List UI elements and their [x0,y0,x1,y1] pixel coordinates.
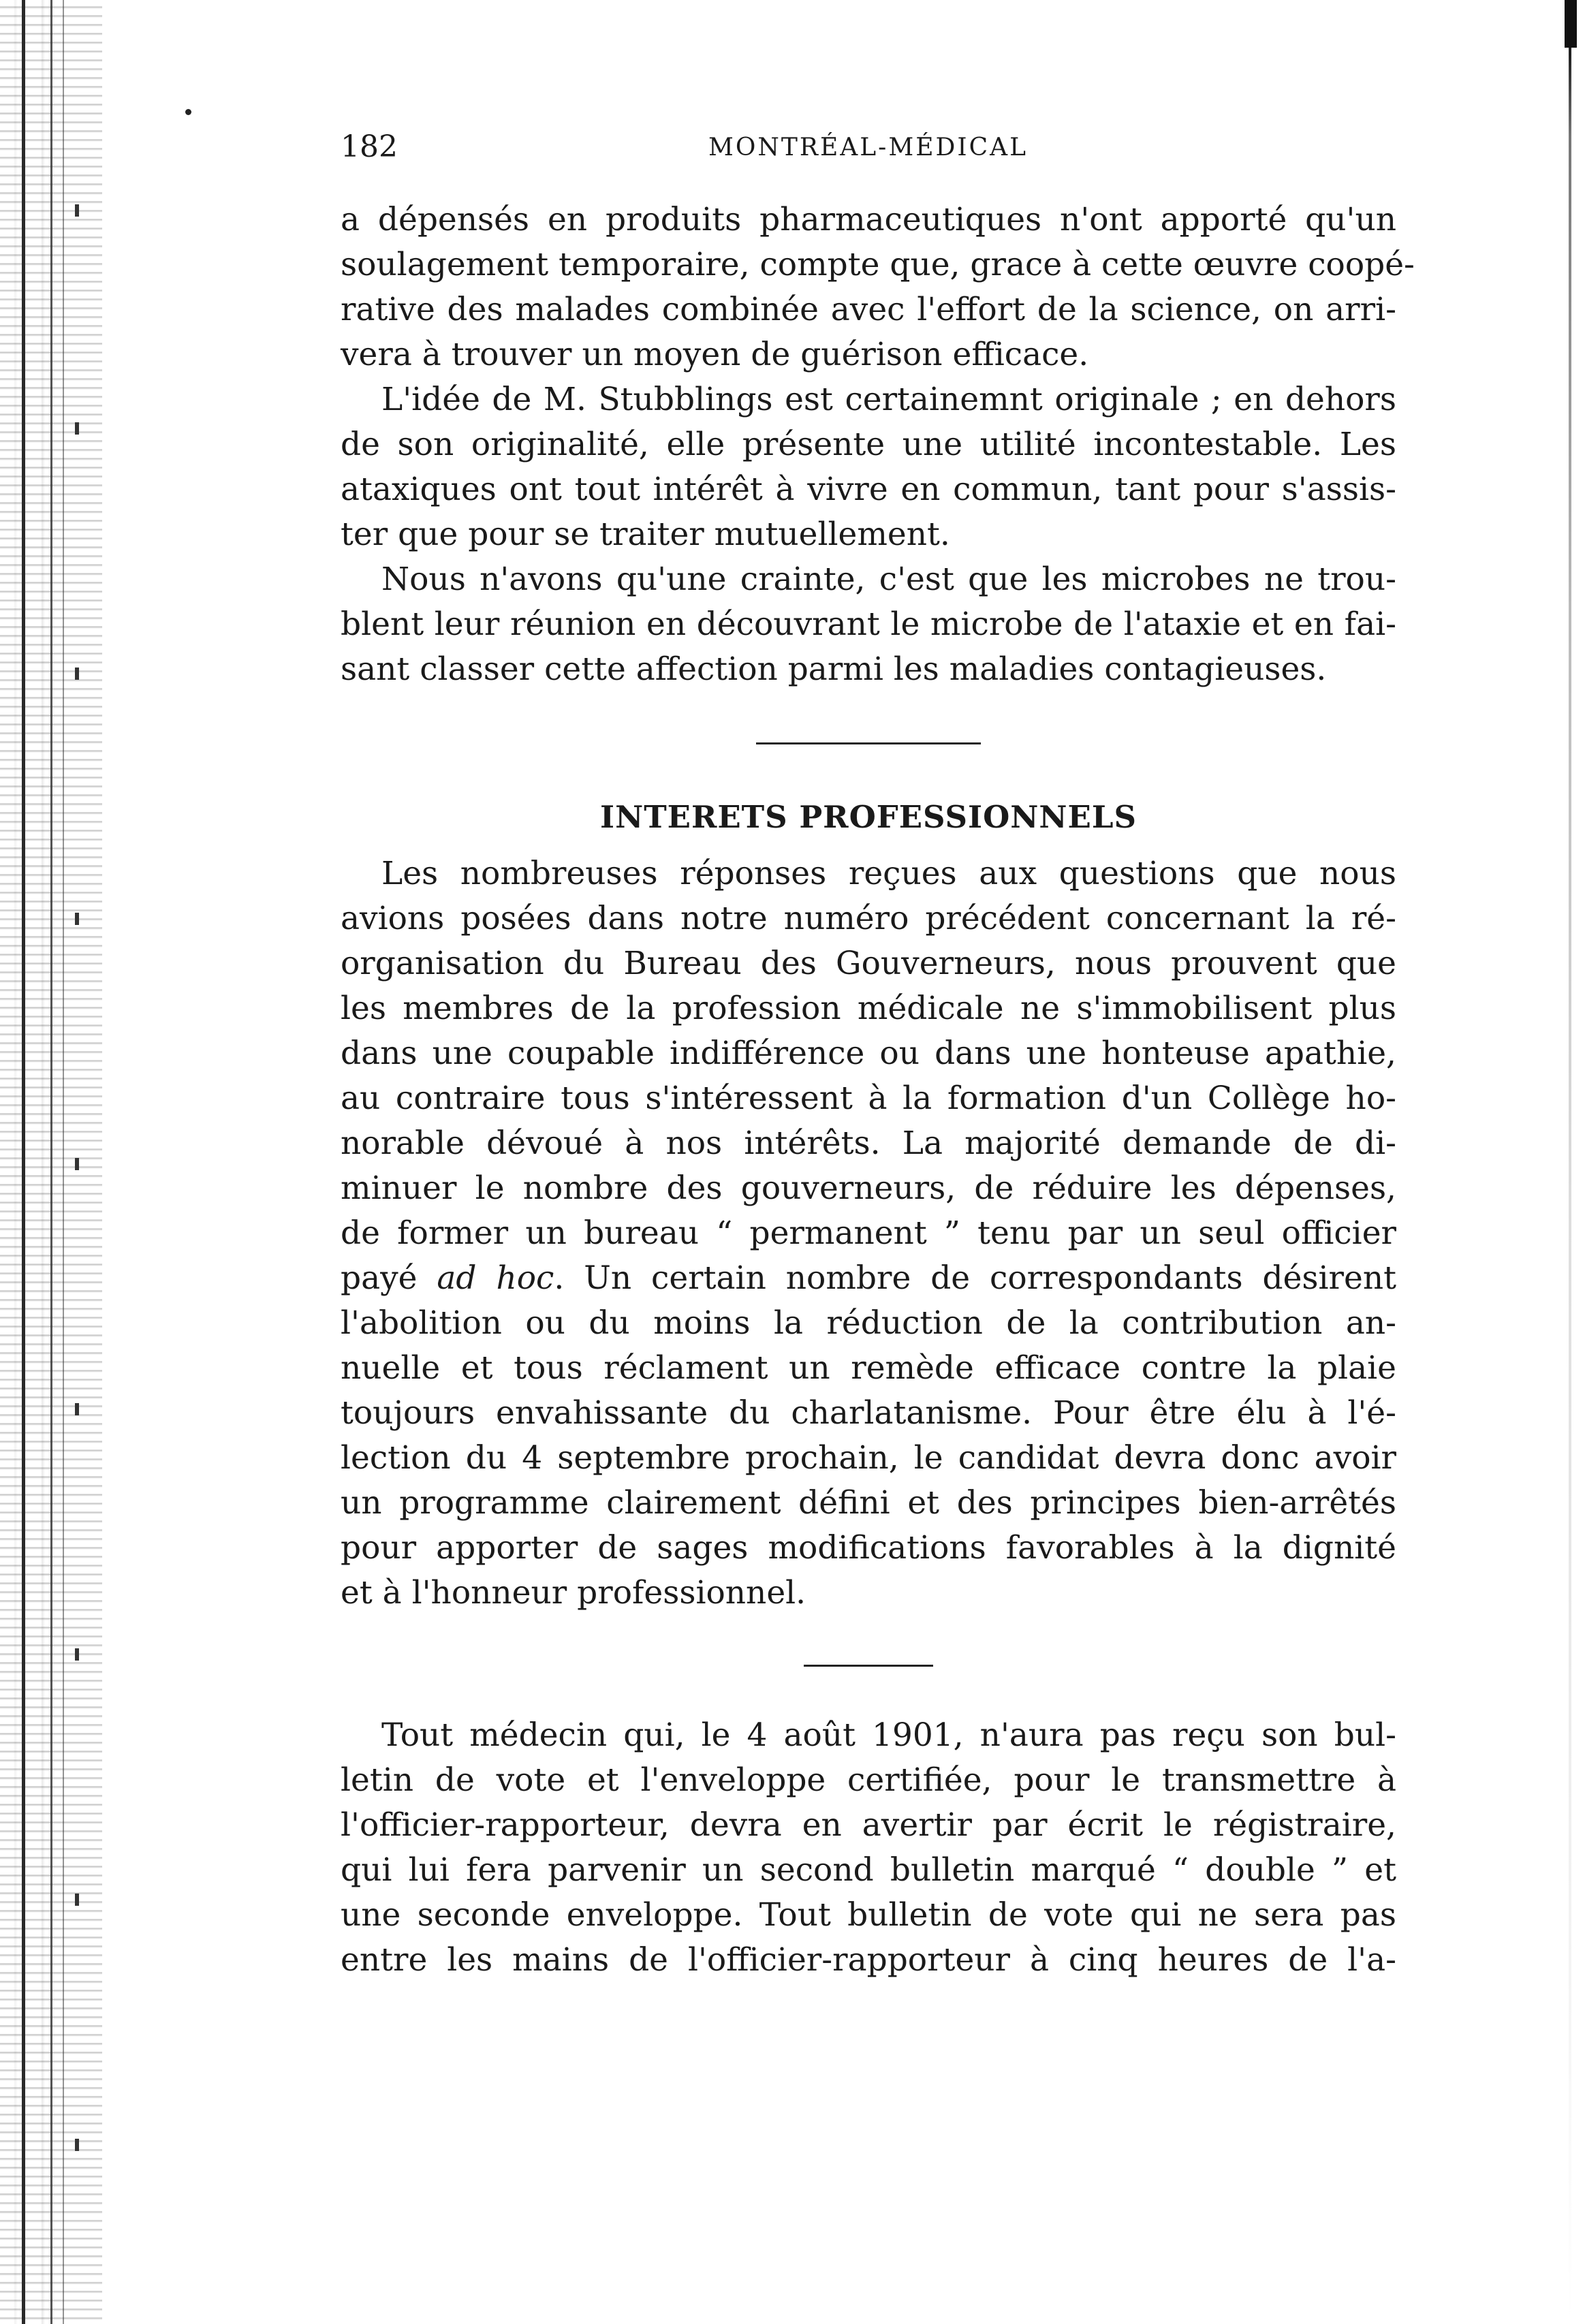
scan-speck [75,1648,79,1661]
paragraph-section-2 [341,1713,1396,1983]
text-line: une seconde enveloppe. Tout bulletin de vote qui ne sera pas [341,1896,1396,1934]
paragraph-section-1 [341,851,1396,1616]
scan-speck [75,204,79,217]
text-line: letin de vote et l'enveloppe certifiée, pour le transmettre à [341,1761,1396,1799]
section-heading: INTERETS PROFESSIONNELS [600,799,1137,835]
scan-speck [75,1158,79,1170]
scan-speck [75,2139,79,2151]
text-line: Nous n'avons qu'une crainte, c'est que les microbes ne trou- [381,561,1396,598]
scan-binding-line [63,0,64,2324]
scan-speck [75,1894,79,1906]
text-line: les membres de la profession médicale ne s'immobilisent plus [341,990,1396,1027]
text-line: sant classer cette affection parmi les maladies contagieuses. [341,650,1327,688]
text-line: avions posées dans notre numéro précédent concernant la ré- [341,900,1396,937]
text-line: Tout médecin qui, le 4 août 1901, n'aura pas reçu son bul- [381,1716,1396,1754]
text-line: Les nombreuses réponses reçues aux questions que nous [381,855,1396,892]
text-line: lection du 4 septembre prochain, le candidat devra donc avoir [341,1439,1396,1477]
text-line: organisation du Bureau des Gouverneurs, nous prouvent que [341,945,1396,982]
scan-speck [75,1403,79,1415]
text-line: a dépensés en produits pharmaceutiques n'ont apporté qu'un [341,201,1396,238]
text-line: qui lui fera parvenir un second bulletin marqué “ double ” et [341,1851,1396,1889]
scan-right-mark [1565,0,1577,48]
text-line: au contraire tous s'intéressent à la formation d'un Collège ho- [341,1080,1396,1117]
text-line: nuelle et tous réclament un remède efficace contre la plaie [341,1349,1396,1387]
text-line: pour apporter de sages modifications favorables à la dignité [341,1529,1396,1567]
text-line: blent leur réunion en découvrant le microbe de l'ataxie et en fai- [341,606,1396,643]
text-line: ter que pour se traiter mutuellement. [341,516,950,553]
page-body [341,123,1415,1983]
text-line: l'officier-rapporteur, devra en avertir par écrit le régistraire, [341,1806,1396,1844]
paragraph-intro-3 [341,557,1396,692]
scan-binding-line [50,0,52,2324]
section-divider [756,742,981,744]
text-line: vera à trouver un moyen de guérison efficace. [341,336,1089,373]
text-line: l'abolition ou du moins la réduction de la contribution an- [341,1304,1396,1342]
scan-binding-line [22,0,25,2324]
text-line: rative des malades combinée avec l'effort de la science, on arri- [341,291,1396,328]
text-line: et à l'honneur professionnel. [341,1574,806,1612]
running-head [341,123,1396,184]
text-line: ataxiques ont tout intérêt à vivre en commun, tant pour s'assis- [341,471,1396,508]
text-line: minuer le nombre des gouverneurs, de réduire les dépenses, [341,1169,1396,1207]
italic-phrase: ad hoc [437,1259,554,1297]
scan-ink-dot [185,109,191,115]
text-line: de former un bureau “ permanent ” tenu par un seul officier [341,1214,1396,1252]
text-line: un programme clairement défini et des principes bien-arrêtés [341,1484,1396,1522]
text-line: entre les mains de l'officier-rapporteur à cinq heures de l'a- [341,1941,1396,1979]
text-line: L'idée de M. Stubblings est certainemnt originale ; en dehors [381,381,1396,418]
scan-speck [75,422,79,435]
text-line: norable dévoué à nos intérêts. La majorité demande de di- [341,1125,1396,1162]
text-line: soulagement temporaire, compte que, grace à cette œuvre coopé- [341,246,1415,283]
page-number: 182 [341,129,398,164]
text-line: dans une coupable indifférence ou dans une honteuse apathie, [341,1035,1396,1072]
journal-title: MONTRÉAL-MÉDICAL [708,134,1029,161]
paragraph-intro-2 [341,377,1396,557]
scan-right-edge [1569,0,1571,2324]
scan-speck [75,913,79,925]
text-line: toujours envahissante du charlatanisme. Pour être élu à l'é- [341,1394,1396,1432]
scan-speck [75,668,79,680]
section-divider [804,1665,933,1667]
text-line: payé ad hoc. Un certain nombre de correspondants désirent [341,1259,1396,1297]
paragraph-intro-1 [341,198,1415,377]
text-line: de son originalité, elle présente une utilité incontestable. Les [341,426,1396,463]
